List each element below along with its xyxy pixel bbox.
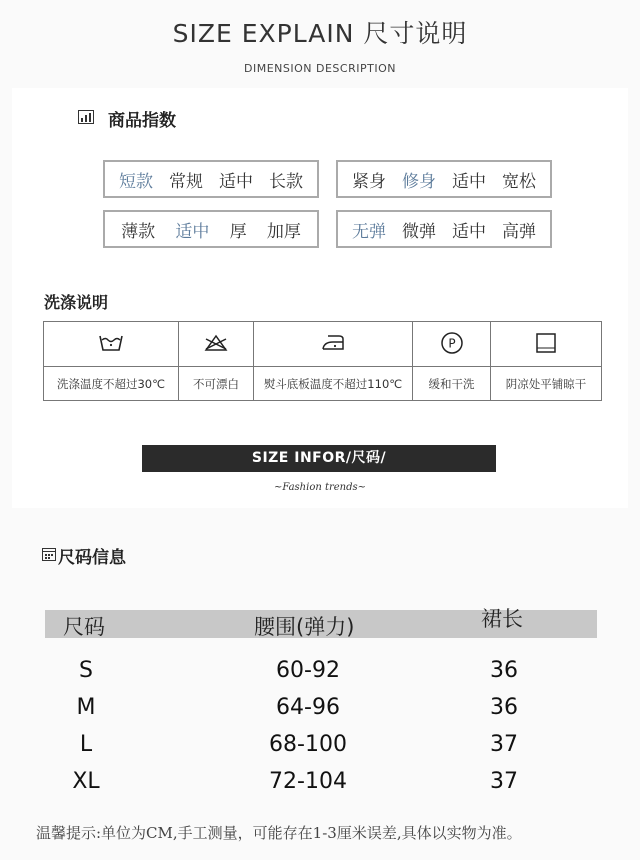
dry-clean-icon-cell [413,322,491,367]
fit-tag-box [336,160,552,198]
bleach-icon-cell [179,322,254,367]
elasticity-option: 无弹 [352,221,386,242]
page-subtitle: DIMENSION DESCRIPTION [244,62,396,75]
elasticity-option: 适中 [452,221,486,242]
dry-label: 阴凉处平铺晾干 [491,367,602,401]
length-column-header: 裙长 [481,607,523,631]
product-index-title: 商品指数 [108,111,176,131]
thickness-option: 加厚 [266,221,301,242]
length-cell: 36 [490,695,518,720]
dry-icon-cell [491,322,602,367]
size-cell: XL [72,769,100,794]
size-cell: M [76,695,96,720]
waist-cell: 60-92 [276,658,340,683]
iron-icon [320,333,346,353]
thickness-option: 薄款 [121,221,156,242]
fit-option: 紧身 [352,171,386,192]
iron-icon-cell [254,322,413,367]
length-option: 适中 [219,171,253,192]
waist-cell: 72-104 [269,769,347,794]
page-title: SIZE EXPLAIN 尺寸说明 [172,19,468,48]
no-bleach-icon [203,333,229,353]
measurement-note: 温馨提示:单位为CM,手工测量，可能存在1-3厘米误差,具体以实物为准。 [36,824,522,842]
elasticity-option: 高弹 [502,221,536,242]
elasticity-tag-box [336,210,552,248]
waist-cell: 64-96 [276,695,340,720]
dry-clean-label: 缓和干洗 [413,367,491,401]
length-option: 长款 [269,171,303,192]
size-cell: S [79,658,93,683]
size-info-banner: SIZE INFOR/尺码/ [142,445,496,472]
dry-clean-p-icon [439,331,465,355]
length-tag-box [103,160,319,198]
thickness-tag-box [103,210,319,248]
calendar-icon [42,547,56,561]
length-cell: 36 [490,658,518,683]
shade-dry-icon [534,332,558,354]
size-info-title: 尺码信息 [58,548,126,568]
fit-option: 修身 [402,171,436,192]
thickness-option: 适中 [175,221,210,242]
dry-clean-letter: P [447,336,456,350]
fit-option: 适中 [452,171,486,192]
bar-chart-icon [78,110,94,124]
fashion-tagline: ~Fashion trends~ [273,482,367,493]
wash-instructions-title: 洗涤说明 [44,293,109,312]
length-cell: 37 [490,769,518,794]
wash-tub-icon [98,333,124,353]
size-cell: L [79,732,93,757]
waist-cell: 68-100 [269,732,347,757]
size-column-header: 尺码 [63,615,105,639]
bleach-label: 不可漂白 [179,367,254,401]
wash-instructions-table [43,321,602,401]
wash-icon-cell [44,322,179,367]
length-cell: 37 [490,732,518,757]
thickness-option: 厚 [229,221,247,242]
elasticity-option: 微弹 [402,221,436,242]
iron-label: 熨斗底板温度不超过110℃ [254,367,413,401]
wash-label: 洗涤温度不超过30℃ [44,367,179,401]
length-option: 短款 [119,171,153,192]
fit-option: 宽松 [502,171,536,192]
waist-column-header: 腰围(弹力) [254,615,355,639]
length-option: 常规 [169,171,203,192]
